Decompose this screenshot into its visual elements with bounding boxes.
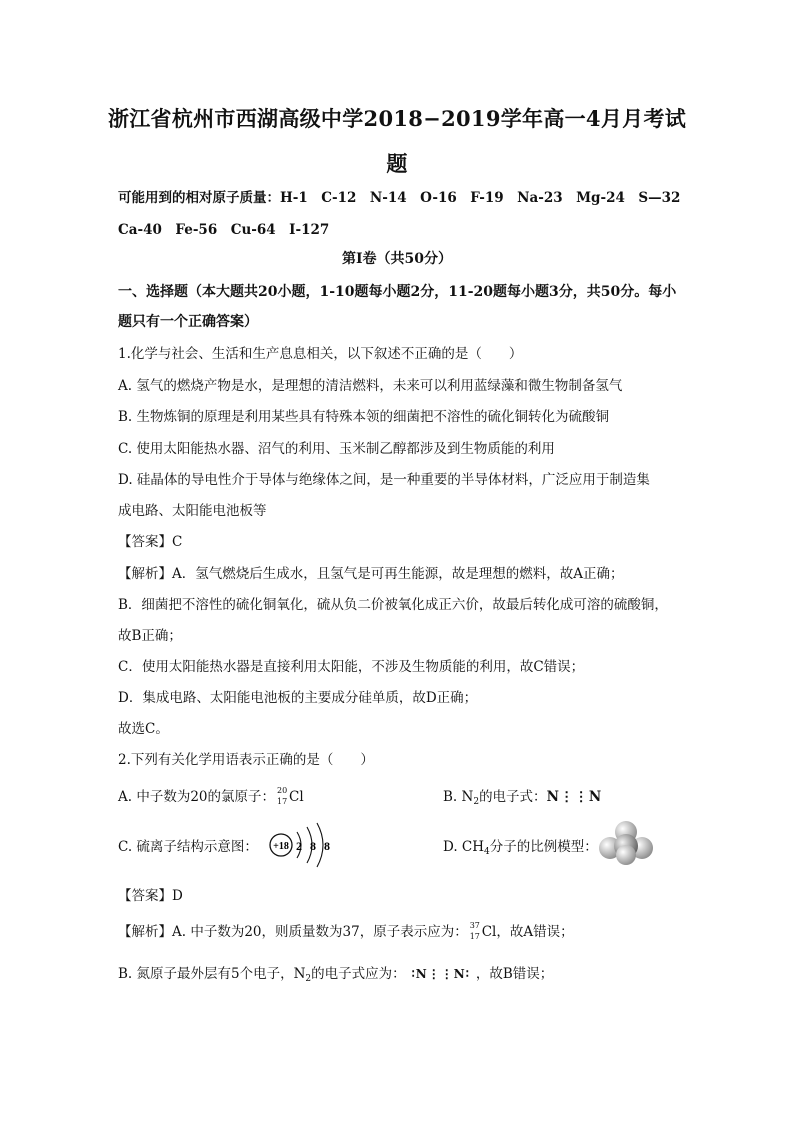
mass-number: 37 [469,920,480,930]
atomic-mass-line-1: 可能用到的相对原子质量：H-1 C-12 N-14 O-16 F-19 Na-23 Mg-24 S—32 [118,190,681,206]
subscript: 2 [305,974,312,984]
option-b-text-post: 的电子式： [479,789,547,805]
question-1-option-b: B. 生物炼铜的原理是利用某些具有特殊本领的细菌把不溶性的硫化铜转化为硫酸铜 [118,409,610,425]
option-d-text: D. CH [443,839,485,855]
hydrogen-atom-bottom [616,845,636,865]
question-1-option-d-continued: 成电路、太阳能电池板等 [118,503,267,519]
part1-instructions-line-1: 一、选择题（本大题共20小题，1-10题每小题2分，11-20题每小题3分，共50分。每小 [118,284,677,300]
question-1-option-a: A. 氢气的燃烧产物是水，是理想的清洁燃料，未来可以利用蓝绿藻和微生物制备氢气 [118,378,623,394]
chlorine-37-notation [468,920,482,942]
question-2-option-c [118,835,258,855]
subscript: 2 [473,797,480,807]
question-1-explanation-c: C．使用太阳能热水器是直接利用太阳能，不涉及生物质能的利用，故C错误； [118,659,585,675]
question-2-option-a [118,785,304,807]
question-1-option-d: D. 硅晶体的导电性介于导体与绝缘体之间，是一种重要的半导体材料，广泛应用于制造集 [118,472,650,488]
question-2-option-d [443,835,598,855]
document-title-continued: 题 [386,151,408,176]
atomic-number: 17 [469,931,480,941]
methane-space-filling-model [598,818,654,866]
chlorine-isotope-notation [275,785,289,807]
option-a-text: A. 中子数为20的氯原子： [118,789,276,805]
question-1-explanation-b: B．细菌把不溶性的硫化铜氧化，硫从负二价被氧化成正六价，故最后转化成可溶的硫酸铜， [118,597,668,613]
question-2-option-b [443,785,602,805]
option-b-text: B. N [443,789,474,805]
explanation-b-text: B. 氮原子最外层有5个电子，N [118,966,306,982]
question-2-stem: 2.下列有关化学用语表示正确的是（ ） [118,752,374,768]
atomic-number: 17 [277,796,288,806]
nucleus-charge: +18 [273,841,289,852]
option-c-text: C. 硫离子结构示意图： [118,839,258,855]
question-1-explanation-a: 【解析】A．氢气燃烧后生成水，且氢气是可再生能源，故是理想的燃料，故A正确； [118,566,624,582]
element-symbol: Cl [481,924,497,940]
n2-electron-formula: N⋮⋮N [546,789,603,805]
shell-electron-counts: 2 8 8 [296,839,333,853]
element-symbol: Cl [289,789,304,805]
explanation-a-conclusion: ，故A错误； [496,924,574,940]
explanation-b-conclusion: ，故B错误； [475,966,554,982]
sulfide-ion-structure-diagram [266,820,340,870]
mass-number: 20 [277,785,288,795]
n2-correct-electron-formula: ∶N⋮⋮N∶ [411,967,470,981]
document-title: 浙江省杭州市西湖高级中学2018−2019学年高一4月月考试 [107,106,687,131]
question-2-explanation-b [118,962,553,982]
atomic-mass-line-2: Ca-40 Fe-56 Cu-64 I-127 [118,222,330,238]
question-1-explanation-d: D．集成电路、太阳能电池板的主要成分硅单质，故D正确； [118,690,478,706]
question-1-answer: 【答案】C [118,534,183,550]
question-2-explanation-a [118,920,574,942]
question-1-option-c: C. 使用太阳能热水器、沼气的利用、玉米制乙醇都涉及到生物质能的利用 [118,441,555,457]
subscript: 4 [484,847,490,857]
explanation-a-text: 【解析】A. 中子数为20，则质量数为37，原子表示应为： [118,924,468,940]
question-1-conclusion: 故选C。 [118,721,169,737]
explanation-b-text-mid: 的电子式应为： [311,966,406,982]
question-1-explanation-b-continued: 故B正确； [118,628,182,644]
part1-instructions-line-2: 题只有一个正确答案） [118,314,258,330]
question-1-stem: 1.化学与社会、生活和生产息息相关，以下叙述不正确的是（ ） [118,346,523,362]
section-title: 第I卷（共50分） [341,251,453,267]
option-d-text-post: 分子的比例模型： [489,839,598,855]
question-2-answer: 【答案】D [118,888,183,904]
